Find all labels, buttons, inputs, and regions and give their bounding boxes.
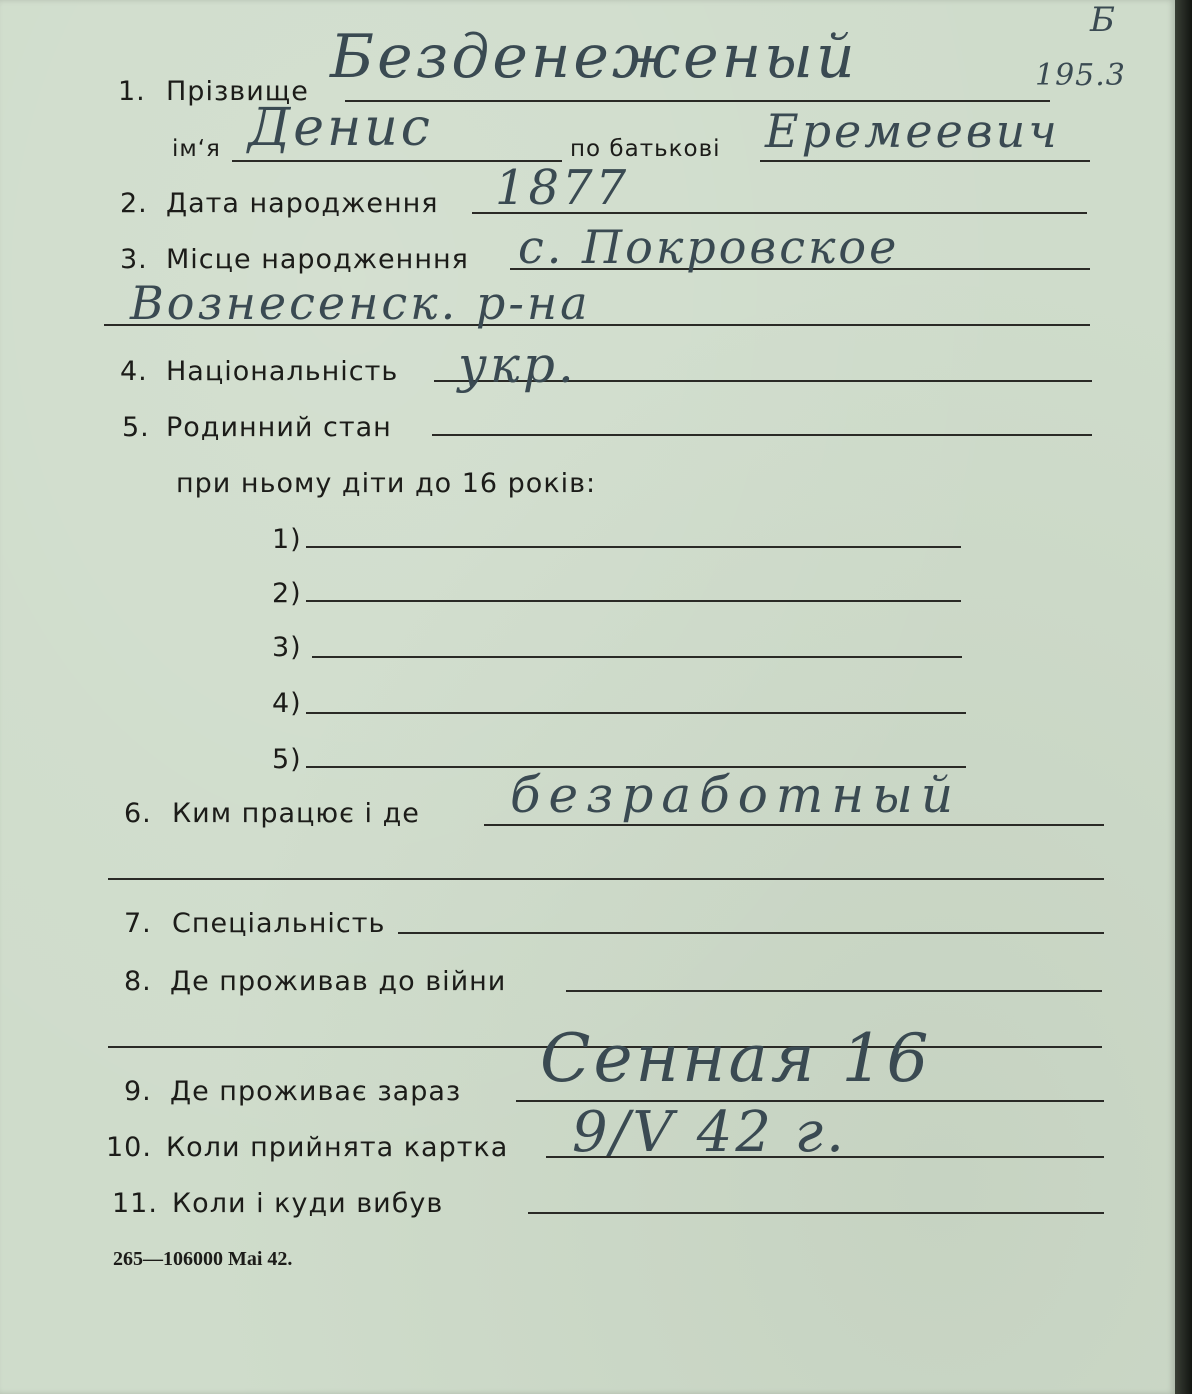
child-4-label: 4) bbox=[272, 688, 302, 719]
children-label: при ньому діти до 16 років: bbox=[176, 468, 597, 499]
marital-status-line bbox=[432, 434, 1092, 436]
current-residence-label: Де проживає зараз bbox=[170, 1076, 462, 1107]
birth-date-value: 1877 bbox=[495, 160, 630, 216]
specialty-line bbox=[398, 932, 1104, 934]
patronymic-label: по батькові bbox=[570, 136, 721, 162]
field-2-number: 2. bbox=[120, 188, 148, 219]
marital-status-label: Родинний стан bbox=[166, 412, 392, 443]
first-name-value: Денис bbox=[248, 98, 433, 158]
field-8-number: 8. bbox=[124, 966, 152, 997]
departure-label: Коли і куди вибув bbox=[172, 1188, 444, 1219]
child-4-line bbox=[306, 712, 966, 714]
printer-mark: 265—106000 Mai 42. bbox=[113, 1248, 293, 1270]
prewar-residence-line bbox=[566, 990, 1102, 992]
child-2-line bbox=[306, 600, 961, 602]
child-3-label: 3) bbox=[272, 632, 302, 663]
occupation-line bbox=[484, 824, 1104, 826]
birth-place-value-1: с. Покровское bbox=[518, 220, 900, 274]
child-1-label: 1) bbox=[272, 524, 302, 555]
corner-mark: Б bbox=[1090, 0, 1118, 40]
specialty-label: Спеціальність bbox=[172, 908, 386, 939]
card-number: 195.3 bbox=[1035, 58, 1126, 93]
departure-line bbox=[528, 1212, 1104, 1214]
child-3-line bbox=[312, 656, 962, 658]
occupation-value: безработный bbox=[510, 766, 962, 824]
prewar-residence-label: Де проживав до війни bbox=[170, 966, 507, 997]
surname-label: Прізвище bbox=[166, 76, 309, 107]
nationality-label: Національність bbox=[166, 356, 399, 387]
field-6-number: 6. bbox=[124, 798, 152, 829]
field-7-number: 7. bbox=[124, 908, 152, 939]
field-10-number: 10. bbox=[106, 1132, 152, 1163]
surname-value: Безденеженый bbox=[330, 22, 858, 92]
patronymic-value: Еремеевич bbox=[765, 104, 1060, 158]
patronymic-line bbox=[760, 160, 1090, 162]
birth-place-label: Місце народженння bbox=[166, 244, 469, 275]
field-5-number: 5. bbox=[122, 412, 150, 443]
surname-line bbox=[345, 100, 1050, 102]
card-accepted-label: Коли прийнята картка bbox=[166, 1132, 509, 1163]
first-name-label: ім‘я bbox=[172, 136, 221, 162]
current-residence-value: Сенная 16 bbox=[540, 1020, 932, 1097]
occupation-label: Ким працює і де bbox=[172, 798, 420, 829]
field-3-number: 3. bbox=[120, 244, 148, 275]
field-4-number: 4. bbox=[120, 356, 148, 387]
field-11-number: 11. bbox=[112, 1188, 158, 1219]
occupation-line-2 bbox=[108, 878, 1104, 880]
child-2-label: 2) bbox=[272, 578, 302, 609]
birth-date-label: Дата народження bbox=[166, 188, 439, 219]
nationality-value: укр. bbox=[458, 336, 577, 394]
card-accepted-value: 9/V 42 г. bbox=[572, 1100, 847, 1165]
birth-place-value-2: Вознесенск. р-на bbox=[130, 276, 591, 330]
field-1-number: 1. bbox=[118, 76, 146, 107]
child-1-line bbox=[306, 546, 961, 548]
card-edge bbox=[1175, 0, 1192, 1394]
child-5-label: 5) bbox=[272, 744, 302, 775]
field-9-number: 9. bbox=[124, 1076, 152, 1107]
